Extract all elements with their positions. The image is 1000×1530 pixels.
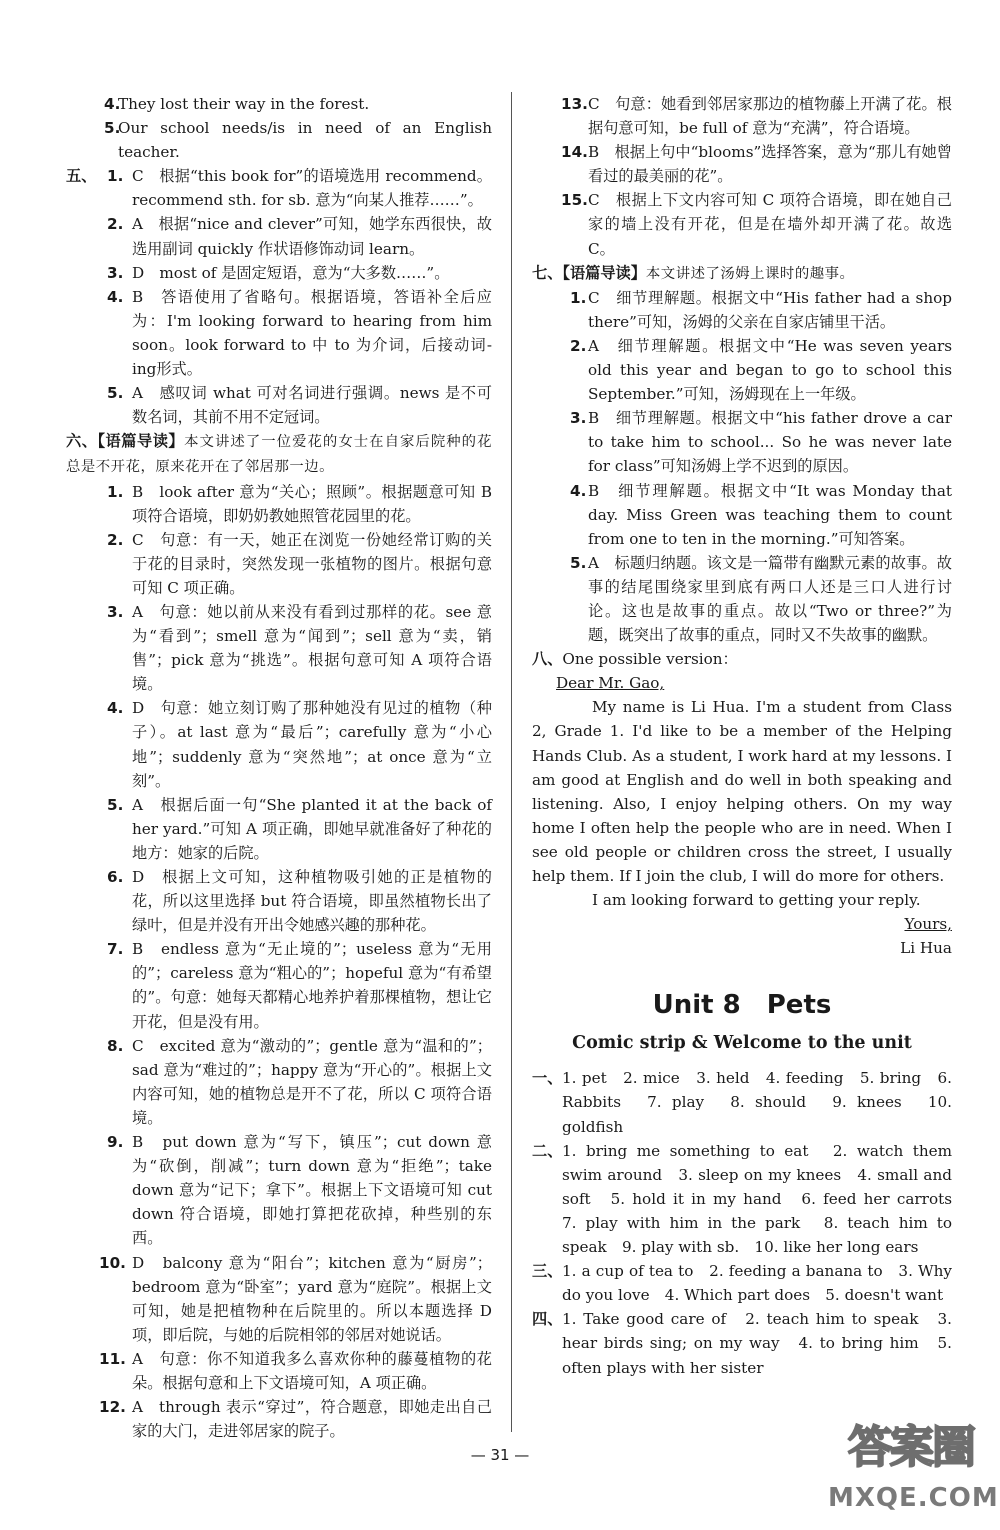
item-text: C 句意：有一天，她正在浏览一份她经常订购的关于花的目录时，突然发现一张植物的图片。根据句意可知 C 项正确。 bbox=[132, 530, 492, 597]
answer-item bbox=[66, 528, 492, 600]
answer-item bbox=[532, 188, 952, 260]
exercise-block bbox=[532, 1307, 952, 1379]
passage-intro-text: 本文讲述了一位爱花的女士在自家后院种的花总是不开花，原来花开在了邻居那一边。 bbox=[66, 434, 492, 476]
answer-item bbox=[66, 793, 492, 865]
part6 bbox=[66, 429, 492, 1443]
answer-item bbox=[532, 406, 952, 478]
item-number: 14. bbox=[561, 143, 588, 162]
answer-item bbox=[66, 212, 492, 260]
section-label: 三、 bbox=[532, 1262, 563, 1281]
answer-item bbox=[532, 551, 952, 647]
answer-item bbox=[66, 1130, 492, 1250]
page-number: — 31 — bbox=[470, 1446, 530, 1464]
item-number: 15. bbox=[561, 191, 588, 210]
answer-item bbox=[66, 1395, 492, 1443]
item-number: 1. bbox=[570, 288, 587, 307]
item-number: 2. bbox=[107, 215, 124, 234]
answer-item bbox=[66, 164, 492, 212]
item-text: B 根据上句中“blooms”选择答案，意为“那儿有她曾看过的最美丽的花”。 bbox=[588, 143, 952, 186]
unit-title bbox=[532, 988, 952, 1022]
item-number: 1. bbox=[107, 482, 124, 501]
letter-signature: Li Hua bbox=[900, 939, 952, 958]
item-text: C 细节理解题。根据文中“His father had a shop there”可知，汤姆的父亲在自家店铺里干活。 bbox=[588, 288, 952, 331]
watermark-url: MXQE.COM bbox=[828, 1483, 999, 1513]
letter-salutation: Dear Mr. Gao, bbox=[556, 674, 665, 693]
item-text: D balcony 意为“阳台”；kitchen 意为“厨房”；bedroom 意为“卧室”；yard 意为“庭院”。根据上文可知，她是把植物种在后院里的。所以本题选择 D 项，即后院，与她的后院相邻的邻居对她说话。 bbox=[132, 1253, 492, 1344]
answer-item bbox=[66, 1251, 492, 1347]
answer-item bbox=[66, 261, 492, 285]
part5 bbox=[66, 164, 492, 429]
right-column bbox=[532, 92, 968, 1380]
answer-item bbox=[66, 116, 492, 164]
exercise-block bbox=[532, 1259, 952, 1307]
item-number: 8. bbox=[107, 1036, 124, 1055]
item-number: 11. bbox=[99, 1349, 126, 1368]
unit-number: Unit 8 bbox=[652, 990, 741, 1021]
exercise-block bbox=[532, 1066, 952, 1138]
item-text: A through 表示“穿过”，符合题意，即她走出自己家的大门，走进邻居家的院子。 bbox=[132, 1398, 492, 1441]
item-text: B 细节理解题。根据文中“his father drove a car to take him to school... So he was never late for class”可知汤姆上学不迟到的原因。 bbox=[588, 409, 952, 476]
item-text: Our school needs/is in need of an English teacher. bbox=[118, 119, 492, 162]
item-number: 4. bbox=[104, 95, 121, 113]
answer-item bbox=[532, 140, 952, 188]
answer-item bbox=[532, 92, 952, 140]
unit-subtitle: Comic strip & Welcome to the unit bbox=[572, 1033, 912, 1054]
item-text: A 句意：她以前从来没有看到过那样的花。see 意为“看到”；smell 意为“闻到”；sell 意为“卖，销售”；pick 意为“挑选”。根据句意可知 A 项符合语境。 bbox=[132, 602, 492, 694]
answer-item bbox=[532, 286, 952, 334]
item-number: 5. bbox=[104, 119, 121, 138]
item-number: 5. bbox=[570, 553, 587, 572]
watermark-logo bbox=[828, 1422, 999, 1525]
item-text: A 感叹词 what 可对名词进行强调。news 是不可数名词，其前不用不定冠词。 bbox=[132, 384, 492, 427]
passage-intro bbox=[66, 429, 492, 479]
part8-letter bbox=[532, 647, 952, 960]
letter-body: My name is Li Hua. I'm a student from Class 2, Grade 1. I'd like to be a member of the Helping Hands Club. As a student, I work hard at my lessons. I am good at English and do well in both speaking and listening. Also, I enjoy helping others. On my way home I often help the people who are in need. When I see old people or children cross the street, I usually help them. If I join the club, I will do more for others. bbox=[532, 698, 952, 885]
letter-version-label: One possible version： bbox=[562, 650, 738, 669]
item-number: 10. bbox=[99, 1253, 126, 1272]
answer-item bbox=[66, 1034, 492, 1130]
column-divider bbox=[511, 92, 512, 1432]
exercise-text: 1. a cup of tea to 2. feeding a banana to 3. Why do you love 4. Which part does 5. doesn't want bbox=[562, 1262, 952, 1305]
answer-item bbox=[66, 600, 492, 696]
item-number: 4. bbox=[570, 481, 587, 500]
item-text: D 句意：她立刻订购了那种她没有见过的植物（种子）。at last 意为“最后”；carefully 意为“小心地”；suddenly 意为“突然地”；at once 意为“立刻”。 bbox=[132, 699, 492, 790]
answer-item bbox=[66, 696, 492, 792]
passage-intro-text: 本文讲述了汤姆上课时的趣事。 bbox=[645, 265, 855, 282]
item-number: 12. bbox=[99, 1398, 126, 1417]
left-column bbox=[66, 92, 492, 1443]
answer-item bbox=[66, 480, 492, 528]
passage-tag: 【语篇导读】 bbox=[562, 263, 646, 282]
passage-tag: 【语篇导读】 bbox=[97, 432, 185, 451]
item-text: C 根据上下文内容可知 C 项符合语境，即在她自己家的墙上没有开花，但是在墙外却开满了花。故选 C。 bbox=[588, 191, 952, 258]
item-text: C 句意：她看到邻居家那边的植物藤上开满了花。根据句意可知，be full of 意为“充满”，符合语境。 bbox=[588, 95, 952, 138]
part7 bbox=[532, 261, 952, 648]
item-text: A 根据后面一句“She planted it at the back of her yard.”可知 A 项正确，即她早就准备好了种花的地方：她家的后院。 bbox=[132, 795, 492, 862]
unit-name: Pets bbox=[766, 990, 832, 1021]
item-number: 4. bbox=[107, 287, 124, 306]
item-number: 5. bbox=[107, 384, 124, 403]
item-text: B endless 意为“无止境的”；useless 意为“无用的”；careless 意为“粗心的”；hopeful 意为“有希望的”。句意：她每天都精心地养护着那棵植物，想让它开花，但是没有用。 bbox=[132, 940, 492, 1031]
section-label: 八、 bbox=[532, 650, 563, 669]
part6-tail bbox=[532, 92, 952, 261]
section-label: 五、 bbox=[66, 167, 97, 186]
item-number: 4. bbox=[107, 699, 124, 718]
exercise-text: 1. Take good care of 2. teach him to speak 3. hear birds sing; on my way 4. to bring him 5. often plays with her sister bbox=[562, 1310, 952, 1377]
answer-item bbox=[66, 381, 492, 429]
section-label: 六、 bbox=[66, 432, 98, 451]
exercise-answers bbox=[532, 1066, 968, 1379]
item-text: They lost their way in the forest. bbox=[118, 95, 370, 113]
section-label: 七、 bbox=[532, 263, 563, 282]
item-number: 3. bbox=[570, 409, 587, 428]
item-number: 7. bbox=[107, 940, 124, 959]
item-number: 2. bbox=[570, 336, 587, 355]
item-number: 13. bbox=[561, 95, 588, 113]
item-number: 3. bbox=[107, 602, 124, 621]
letter-body: I am looking forward to getting your reply. bbox=[592, 891, 921, 910]
watermark-cn: 答案圈 bbox=[848, 1422, 974, 1473]
item-text: C excited 意为“激动的”；gentle 意为“温和的”；sad 意为“难过的”；happy 意为“开心的”。根据上文内容可知，她的植物总是开不了花，所以 C 项符合语境。 bbox=[132, 1036, 492, 1127]
answer-item bbox=[66, 865, 492, 937]
item-text: B look after 意为“关心；照顾”。根据题意可知 B 项符合语境，即奶奶教她照管花园里的花。 bbox=[132, 482, 492, 525]
item-number: 3. bbox=[107, 263, 124, 282]
item-text: D most of 是固定短语，意为“大多数……”。 bbox=[132, 263, 450, 282]
section-label: 一、 bbox=[532, 1069, 563, 1088]
item-number: 1. bbox=[107, 167, 124, 186]
item-text: A 细节理解题。根据文中“He was seven years old this year and began to go to school this September.”可知，汤姆现在上一年级。 bbox=[588, 336, 952, 404]
answer-item bbox=[66, 1347, 492, 1395]
passage-intro bbox=[532, 261, 952, 286]
letter-closing: Yours, bbox=[904, 915, 952, 934]
item-text: B 答语使用了省略句。根据语境，答语补全后应为：I'm looking forward to hearing from him soon。look forward to 中 to 为介词，后接动词-ing形式。 bbox=[132, 287, 492, 379]
answer-item bbox=[66, 937, 492, 1033]
item-text: B put down 意为“写下，镇压”；cut down 意为“砍倒，削减”；turn down 意为“拒绝”；take down 意为“记下；拿下”。根据上下文语境可知 cut down 符合语境，即她打算把花砍掉，种些别的东西。 bbox=[132, 1133, 492, 1248]
part4-tail bbox=[66, 92, 492, 164]
item-text: B 细节理解题。根据文中“It was Monday that day. Miss Green was teaching them to count from one to ten in the morning.”可知答案。 bbox=[588, 481, 952, 548]
exercise-block bbox=[532, 1139, 968, 1259]
answer-item bbox=[66, 92, 492, 116]
exercise-text: 1. pet 2. mice 3. held 4. feeding 5. bring 6. Rabbits 7. play 8. should 9. knees 10. goldfish bbox=[562, 1069, 952, 1136]
item-text: A 句意：你不知道我多么喜欢你种的藤蔓植物的花朵。根据句意和上下文语境可知，A 项正确。 bbox=[132, 1349, 492, 1392]
item-number: 9. bbox=[107, 1133, 124, 1152]
answer-item bbox=[532, 334, 952, 406]
item-number: 5. bbox=[107, 795, 124, 814]
item-text: A 根据“nice and clever”可知，她学东西很快，故选用副词 quickly 作状语修饰动词 learn。 bbox=[132, 215, 492, 258]
item-number: 2. bbox=[107, 530, 124, 549]
section-label: 二、 bbox=[532, 1141, 563, 1160]
item-text: A 标题归纳题。该文是一篇带有幽默元素的故事。故事的结尾围绕家里到底有两口人还是三口人进行讨论。这也是故事的重点。故以“Two or three?”为题，既突出了故事的重点，同时又不失故事的幽默。 bbox=[588, 553, 952, 645]
exercise-text: 1. bring me something to eat 2. watch them swim around 3. sleep on my knees 4. small and soft 5. hold it in my hand 6. feed her carrots 7. play with him in the park 8. teach him to speak 9. play with sb. 10. like her long ears bbox=[562, 1141, 968, 1257]
item-text: C 根据“this book for”的语境选用 recommend。recommend sth. for sb. 意为“向某人推荐……”。 bbox=[132, 167, 492, 210]
answer-item bbox=[66, 285, 492, 381]
letter-heading bbox=[532, 647, 952, 671]
section-label: 四、 bbox=[532, 1310, 563, 1329]
answer-item bbox=[532, 479, 952, 551]
item-number: 6. bbox=[107, 868, 124, 886]
item-text: D 根据上文可知，这种植物吸引她的正是植物的花，所以这里选择 but 符合语境，即虽然植物长出了绿叶，但是并没有开出令她感兴趣的那种花。 bbox=[132, 868, 492, 935]
